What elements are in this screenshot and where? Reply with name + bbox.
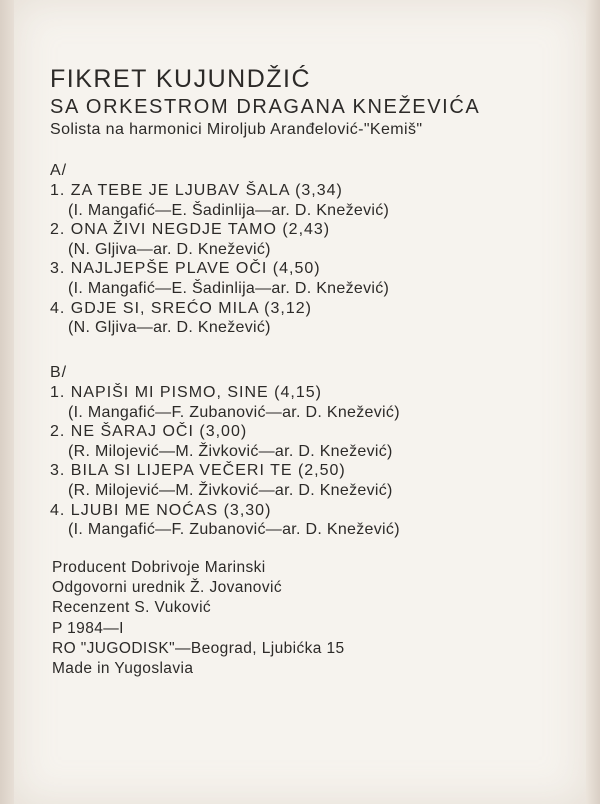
reviewer-line: Recenzent S. Vuković (52, 599, 212, 617)
editor-line: Odgovorni urednik Ž. Jovanović (52, 579, 282, 597)
track-title: 3. BILA SI LIJEPA VEČERI TE (2,50) (50, 462, 346, 480)
side-b-tracklist (50, 363, 400, 540)
track-title: 2. ONA ŽIVI NEGDJE TAMO (2,43) (50, 221, 331, 239)
side-a-label: A/ (50, 162, 68, 179)
soloist-credit: Solista na harmonici Miroljub Aranđelović-"Kemiš" (50, 121, 423, 138)
track-credit: (R. Milojević—M. Živković—ar. D. Knežević) (68, 442, 393, 460)
producer-line: Producent Dobrivoje Marinski (52, 559, 266, 576)
side-a-tracklist (50, 161, 389, 338)
artist-name: FIKRET KUJUNDŽIĆ (50, 65, 312, 93)
origin-line: Made in Yugoslavia (52, 660, 194, 678)
track-title: 4. LJUBI ME NOĆAS (3,30) (50, 501, 272, 519)
catalog-line: P 1984—I (52, 619, 124, 637)
paper-edge-left (0, 0, 14, 804)
track-title: 1. ZA TEBE JE LJUBAV ŠALA (3,34) (50, 182, 343, 199)
track-title: 1. NAPIŠI MI PISMO, SINE (4,15) (50, 384, 322, 401)
production-credits (52, 558, 345, 679)
track-title: 4. GDJE SI, SREĆO MILA (3,12) (50, 299, 312, 317)
track-credit: (I. Mangafić—E. Šadinlija—ar. D. Knežević) (68, 279, 390, 297)
track-credit: (I. Mangafić—F. Zubanović—ar. D. Knežević) (68, 521, 400, 539)
track-credit: (N. Gljiva—ar. D. Knežević) (68, 240, 271, 258)
track-title: 2. NE ŠARAJ OČI (3,00) (50, 423, 248, 441)
track-credit: (R. Milojević—M. Živković—ar. D. Knežević) (68, 481, 393, 499)
track-title: 3. NAJLJEPŠE PLAVE OČI (4,50) (50, 260, 321, 278)
track-credit: (N. Gljiva—ar. D. Knežević) (68, 319, 271, 337)
paper-edge-right (586, 0, 600, 804)
record-label-line: RO "JUGODISK"—Beograd, Ljubićka 15 (52, 639, 345, 657)
orchestra-name: SA ORKESTROM DRAGANA KNEŽEVIĆA (50, 96, 481, 118)
track-credit: (I. Mangafić—E. Šadinlija—ar. D. Knežević) (68, 201, 390, 219)
header (50, 64, 480, 141)
side-b-label: B/ (50, 364, 68, 381)
track-credit: (I. Mangafić—F. Zubanović—ar. D. Knežević) (68, 403, 400, 421)
